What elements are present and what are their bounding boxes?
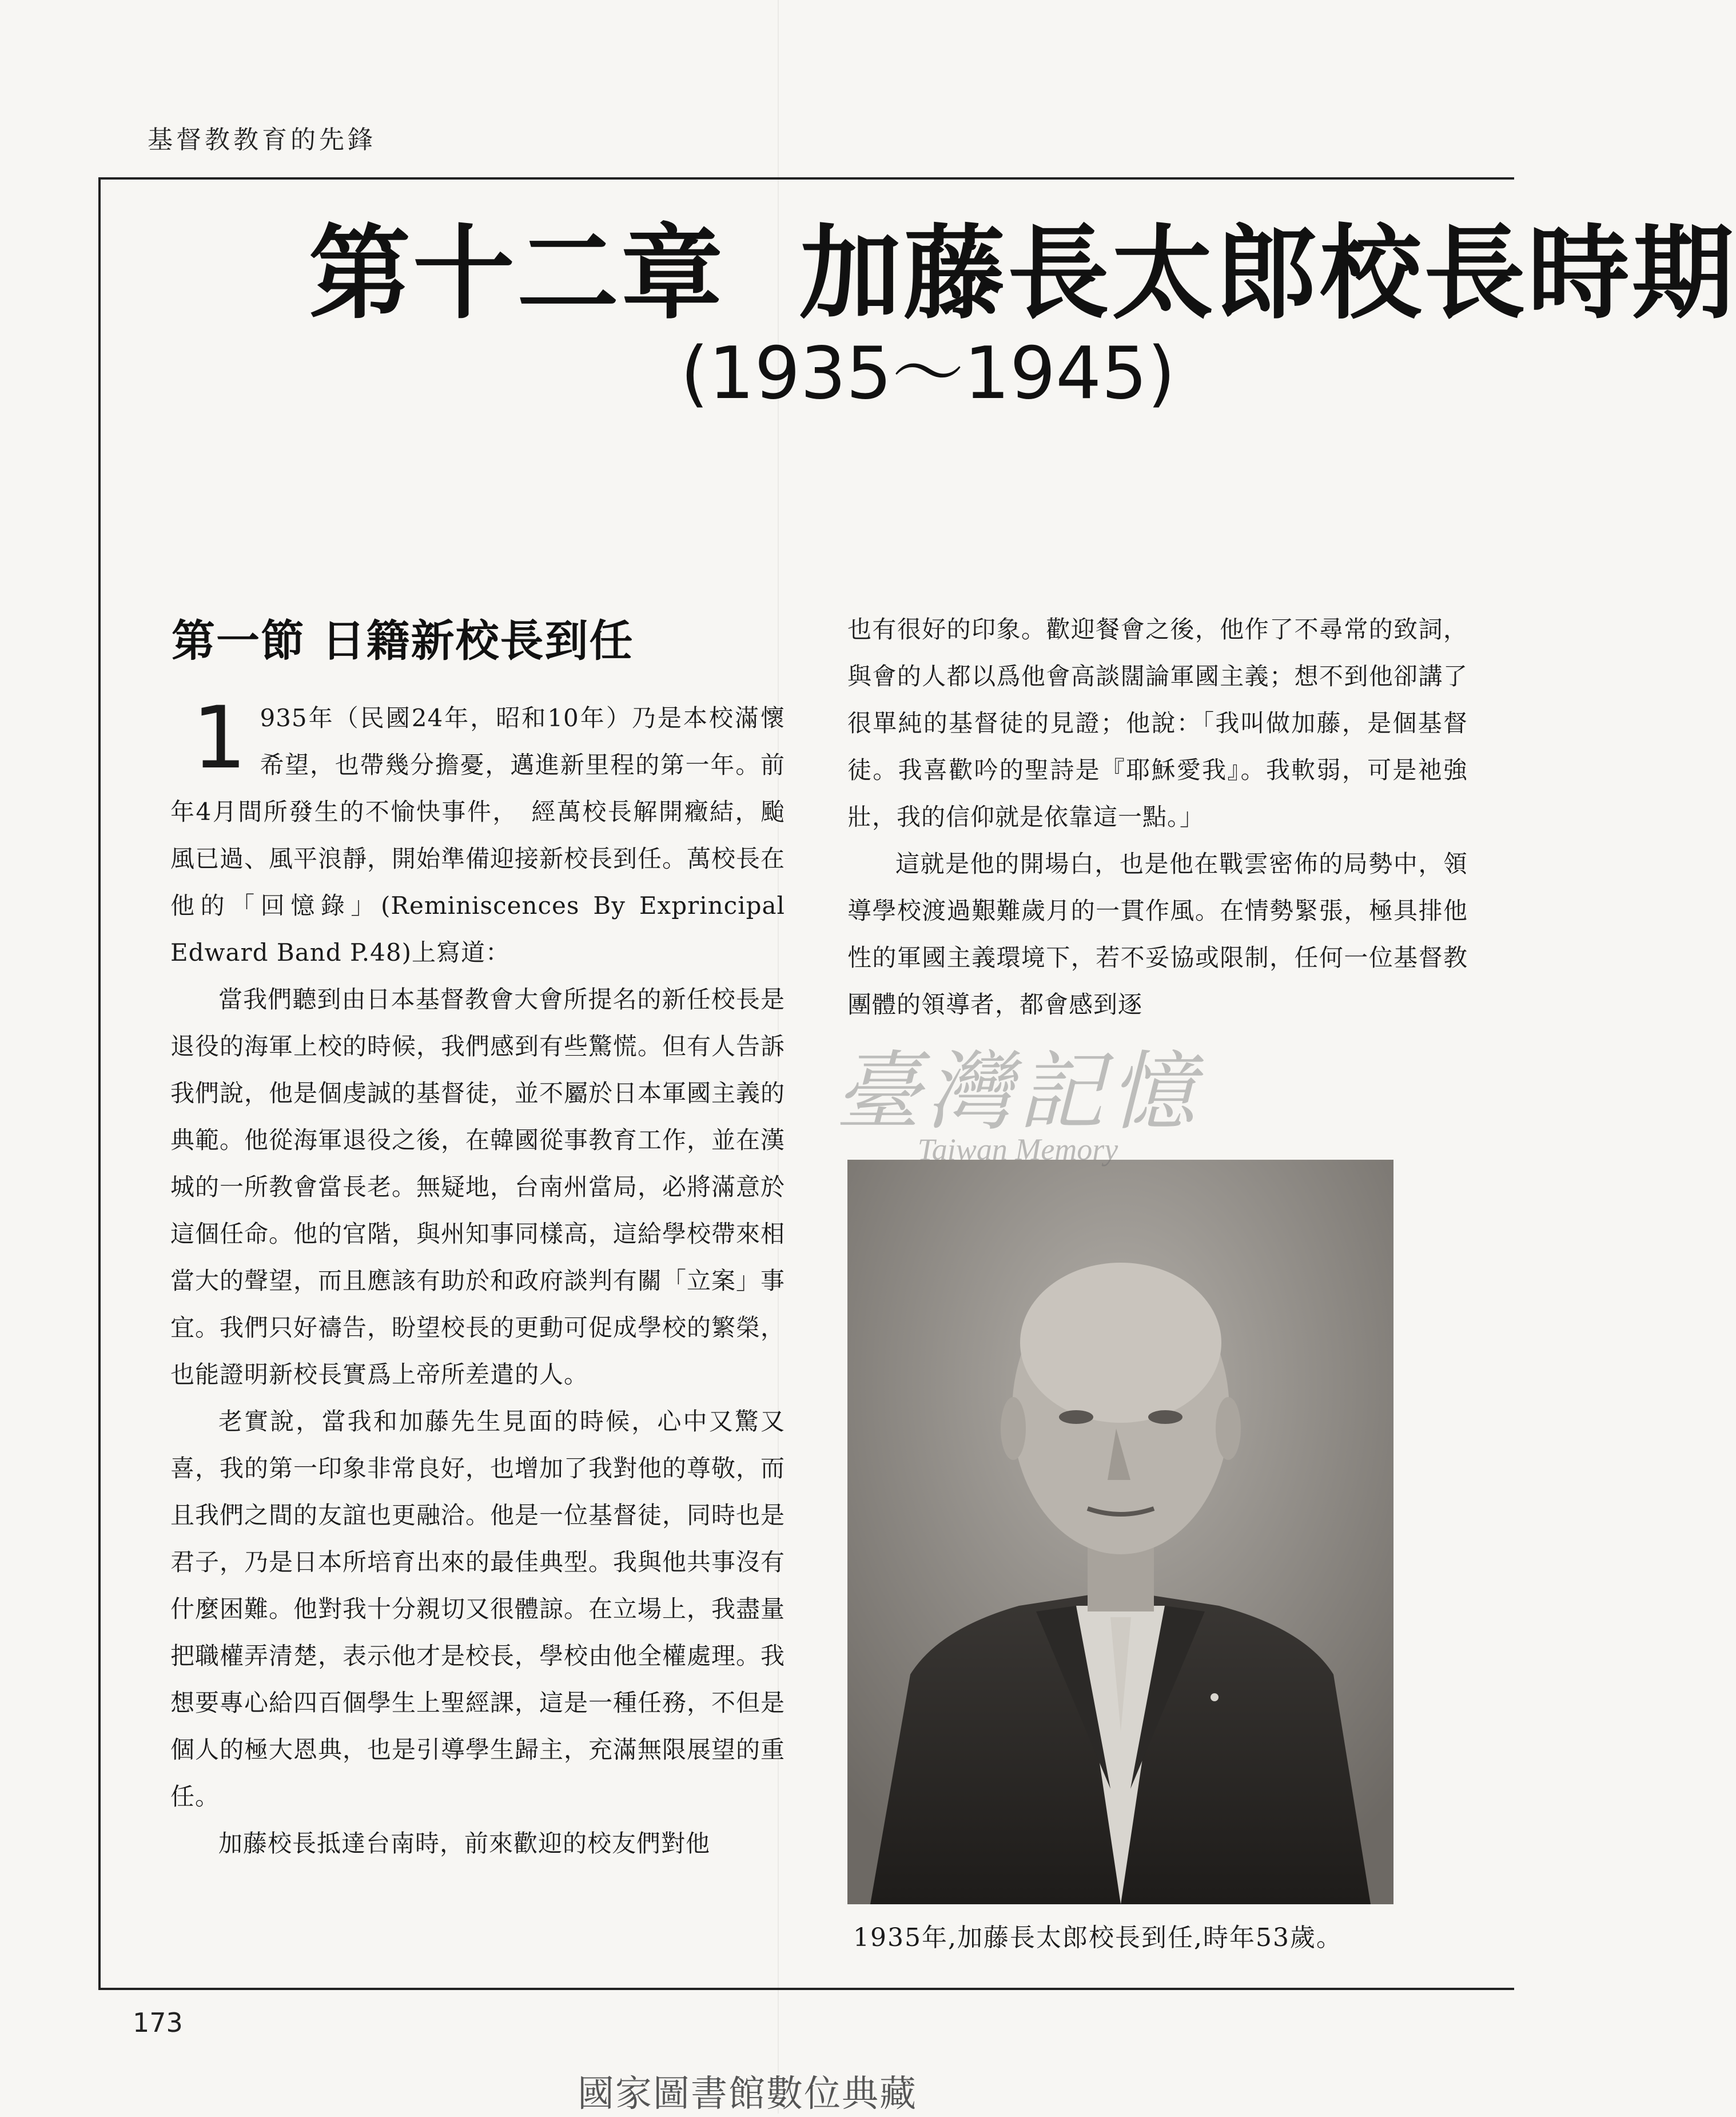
watermark-english: Taiwan Memory [917,1132,1118,1167]
page-number: 173 [133,2007,183,2038]
quote-paragraph-1: 當我們聽到由日本基督教會大會所提名的新任校長是退役的海軍上校的時候，我們感到有些驚慌。但有人告訴我們說，他是個虔誠的基督徒，並不屬於日本軍國主義的典範。他從海軍退役之後，在韓國從事教育工作，並在漢城的一所教會當長老。無疑地，台南州當局，必將滿意於這個任命。他的官階，與州知事同樣高，這給學校帶來相當大的聲望，而且應該有助於和政府談判有關「立案」事宜。我們只好禱告，盼望校長的更動可促成學校的繁榮，也能證明新校長實爲上帝所差遣的人。 [170,985,786,1388]
opening-text: 935年（民國24年，昭和10年）乃是本校滿懷希望，也帶幾分擔憂，邁進新里程的第一年。前年4月間所發生的不愉快事件， 經萬校長解開癥結，颱風已過、風平浪靜，開始準備迎接新校長到任。萬校長在他的「回憶錄」(Reminiscences By Exprincipal Edward Band P.48)上寫道： [170,704,786,966]
photo-caption: 1935年,加藤長太郎校長到任,時年53歲。 [853,1923,1343,1952]
chapter-number: 第十二章 [309,214,725,333]
watermark-chinese: 臺灣記憶 [834,1042,1201,1142]
left-column [170,689,786,1867]
right-paragraph-1: 也有很好的印象。歡迎餐會之後，他作了不尋常的致詞，與會的人都以爲他會高談闊論軍國主義；想不到他卻講了很單純的基督徒的見證；他說：「我叫做加藤，是個基督徒。我喜歡吟的聖詩是『耶穌愛我』。我軟弱，可是祂強壯，我的信仰就是依靠這一點。」 [847,615,1468,831]
chapter-name: 加藤長太郎校長時期 [799,214,1736,333]
portrait-photo [847,1160,1393,1904]
quote-paragraph-2: 老實說，當我和加藤先生見面的時候，心中又驚又喜，我的第一印象非常良好，也增加了我對他的尊敬，而且我們之間的友誼也更融洽。他是一位基督徒，同時也是君子，乃是日本所培育出來的最佳典型。我與他共事沒有什麼困難。他對我十分親切又很體諒。在立場上，我盡量把職權弄清楚，表示他才是校長，學校由他全權處理。我想要專心給四百個學生上聖經課，這是一種任務，不但是個人的極大恩典，也是引導學生歸主，充滿無限展望的重任。 [170,1407,786,1810]
chapter-title [309,214,1736,333]
chapter-years: (1935～1945) [680,331,1176,415]
paragraph-3: 加藤校長抵達台南時，前來歡迎的校友們對他 [218,1829,711,1857]
section-heading: 第一節 日籍新校長到任 [172,615,634,666]
right-paragraph-2: 這就是他的開場白，也是他在戰雲密佈的局勢中，領導學校渡過艱難歲月的一貫作風。在情勢緊張，極具排他性的軍國主義環境下，若不妥協或限制，任何一位基督教團體的領導者，都會感到逐 [847,850,1468,1018]
running-head: 基督教教育的先鋒 [148,125,376,154]
drop-cap: 1 [192,689,248,788]
right-column [847,606,1468,1028]
opening-paragraph [170,689,786,976]
footer-archive-mark: 國家圖書館數位典藏 [578,2073,917,2115]
watermark [801,1042,1235,1167]
